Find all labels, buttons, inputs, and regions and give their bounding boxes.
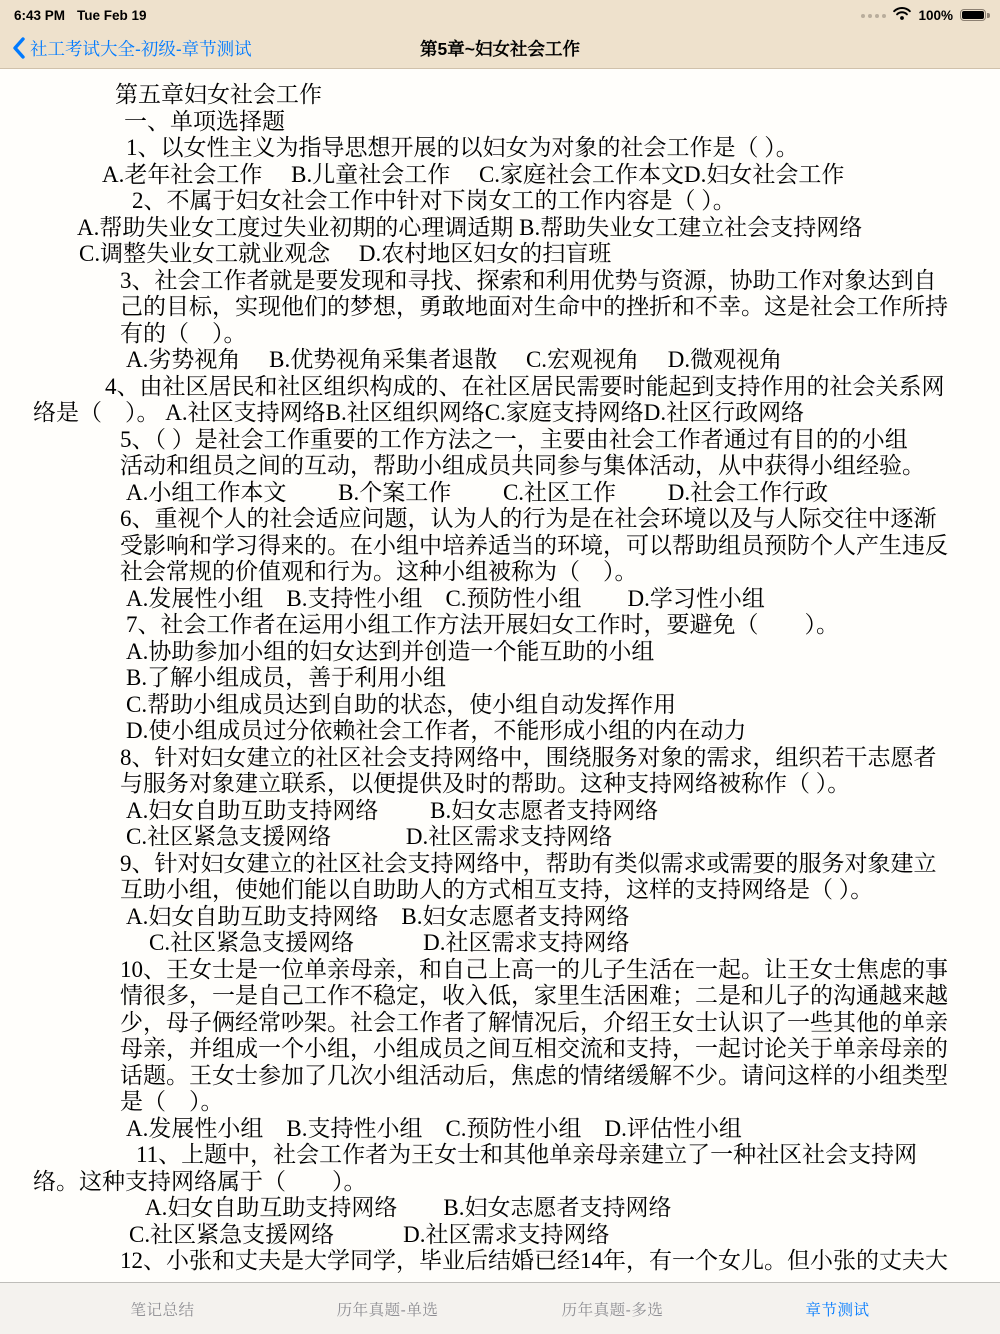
- status-date: Tue Feb 19: [77, 7, 147, 23]
- question-content[interactable]: [0, 69, 1000, 1282]
- text-line: 己的目标，实现他们的梦想，勇敢地面对生命中的挫折和不幸。这是社会工作所持: [120, 294, 948, 319]
- page-title: 第5章~妇女社会工作: [420, 38, 580, 59]
- text-line: 5、（ ）是社会工作重要的工作方法之一，主要由社会工作者通过有目的的小组: [120, 426, 908, 452]
- text-line: 活动和组员之间的互动，帮助小组成员共同参与集体活动，从中获得小组经验。: [120, 453, 925, 478]
- text-line: 第五章妇女社会工作: [115, 82, 322, 107]
- text-line: A.妇女自助互助支持网络 B.妇女志愿者支持网络: [126, 797, 659, 823]
- text-line: C.调整失业女工就业观念 D.农村地区妇女的扫盲班: [79, 241, 612, 266]
- text-line: 情很多，一是自己工作不稳定，收入低，家里生活困难；二是和儿子的沟通越来越: [120, 983, 948, 1008]
- text-line: 10、王女士是一位单亲母亲，和自己上高一的儿子生活在一起。让王女士焦虑的事: [120, 956, 948, 982]
- wifi-icon: [893, 7, 911, 23]
- battery-icon: [960, 9, 986, 22]
- tab-chapter-test[interactable]: 章节测试: [805, 1301, 870, 1319]
- text-line: B.了解小组成员，善于利用小组: [126, 665, 447, 690]
- text-line: A.小组工作本文 B.个案工作 C.社区工作 D.社会工作行政: [126, 479, 829, 505]
- battery-percent: 100%: [918, 7, 953, 23]
- text-line: 11、上题中，社会工作者为王女士和其他单亲母亲建立了一种社区社会支持网: [136, 1142, 918, 1167]
- text-line: 话题。王女士参加了几次小组活动后，焦虑的情绪缓解不少。请问这样的小组类型: [120, 1062, 948, 1088]
- text-line: 4、由社区居民和社区组织构成的、在社区居民需要时能起到支持作用的社会关系网: [105, 373, 945, 399]
- text-line: 络是（ ）。 A.社区支持网络B.社区组织网络C.家庭支持网络D.社区行政网络: [33, 400, 805, 425]
- text-line: A.妇女自助互助支持网络 B.妇女志愿者支持网络: [145, 1195, 672, 1220]
- back-button[interactable]: [12, 36, 252, 61]
- text-line: 1、以女性主义为指导思想开展的以妇女为对象的社会工作是（ ）。: [126, 135, 799, 160]
- text-line: C.社区紧急支援网络 D.社区需求支持网络: [126, 824, 613, 849]
- status-bar: [0, 0, 1000, 28]
- text-line: C.帮助小组成员达到自助的状态，使小组自动发挥作用: [126, 691, 677, 717]
- text-line: 受影响和学习得来的。在小组中培养适当的环境，可以帮助组员预防个人产生违反: [120, 532, 948, 558]
- cellular-signal-icon: [861, 12, 886, 18]
- text-line: 6、重视个人的社会适应问题，认为人的行为是在社会环境以及与人际交往中逐渐: [120, 506, 937, 531]
- nav-bar: [0, 28, 1000, 69]
- text-line: 有的（ ）。: [120, 320, 247, 346]
- text-line: C.社区紧急支援网络 D.社区需求支持网络: [149, 930, 630, 955]
- text-line: 一、单项选择题: [124, 108, 285, 134]
- text-line: 络。这种支持网络属于（ ）。: [33, 1168, 367, 1194]
- text-line: 少，母子俩经常吵架。社会工作者了解情况后，介绍王女士认识了一些其他的单亲: [120, 1009, 948, 1035]
- text-line: 12、小张和丈夫是大学同学，毕业后结婚已经14年，有一个女儿。但小张的丈夫大: [120, 1248, 948, 1273]
- text-line: 母亲，并组成一个小组，小组成员之间互相交流和支持，一起讨论关于单亲母亲的: [120, 1036, 948, 1061]
- tab-past-exam-multi[interactable]: 历年真题-多选: [561, 1301, 664, 1319]
- text-line: 与服务对象建立联系，以便提供及时的帮助。这种支持网络被称作（ ）。: [120, 771, 851, 796]
- text-line: D.使小组成员过分依赖社会工作者，不能形成小组的内在动力: [126, 718, 747, 743]
- text-line: A.发展性小组 B.支持性小组 C.预防性小组 D.学习性小组: [126, 585, 765, 611]
- tab-bar: [0, 1282, 1000, 1334]
- text-line: 9、针对妇女建立的社区社会支持网络中，帮助有类似需求或需要的服务对象建立: [120, 850, 937, 876]
- text-line: A.妇女自助互助支持网络 B.妇女志愿者支持网络: [126, 903, 630, 929]
- back-button-label: 社工考试大全-初级-章节测试: [30, 38, 252, 59]
- tab-past-exam-single[interactable]: 历年真题-单选: [336, 1301, 439, 1319]
- back-chevron-icon: [12, 37, 25, 59]
- text-line: 3、社会工作者就是要发现和寻找、探索和利用优势与资源，协助工作对象达到自: [120, 267, 937, 293]
- text-line: A.老年社会工作 B.儿童社会工作 C.家庭社会工作本文D.妇女社会工作: [102, 161, 845, 187]
- status-time: 6:43 PM: [14, 7, 66, 23]
- text-line: A.协助参加小组的妇女达到并创造一个能互助的小组: [126, 638, 655, 664]
- tab-notes-summary[interactable]: 笔记总结: [130, 1301, 195, 1319]
- text-line: 7、社会工作者在运用小组工作方法开展妇女工作时，要避免（ ）。: [126, 612, 839, 637]
- text-line: 2、不属于妇女社会工作中针对下岗女工的工作内容是（ ）。: [132, 188, 736, 213]
- text-line: A.发展性小组 B.支持性小组 C.预防性小组 D.评估性小组: [126, 1115, 742, 1141]
- text-line: 社会常规的价值观和行为。这种小组被称为（ ）。: [120, 559, 638, 584]
- text-line: C.社区紧急支援网络 D.社区需求支持网络: [129, 1221, 610, 1247]
- text-line: 互助小组，使她们能以自助助人的方式相互支持，这样的支持网络是（ ）。: [120, 877, 874, 902]
- text-line: A.帮助失业女工度过失业初期的心理调适期 B.帮助失业女工建立社会支持网络: [77, 214, 863, 240]
- text-line: 8、针对妇女建立的社区社会支持网络中，围绕服务对象的需求，组织若干志愿者: [120, 744, 937, 770]
- text-line: 是（ ）。: [120, 1089, 224, 1114]
- text-line: A.劣势视角 B.优势视角采集者退散 C.宏观视角 D.微观视角: [126, 347, 783, 372]
